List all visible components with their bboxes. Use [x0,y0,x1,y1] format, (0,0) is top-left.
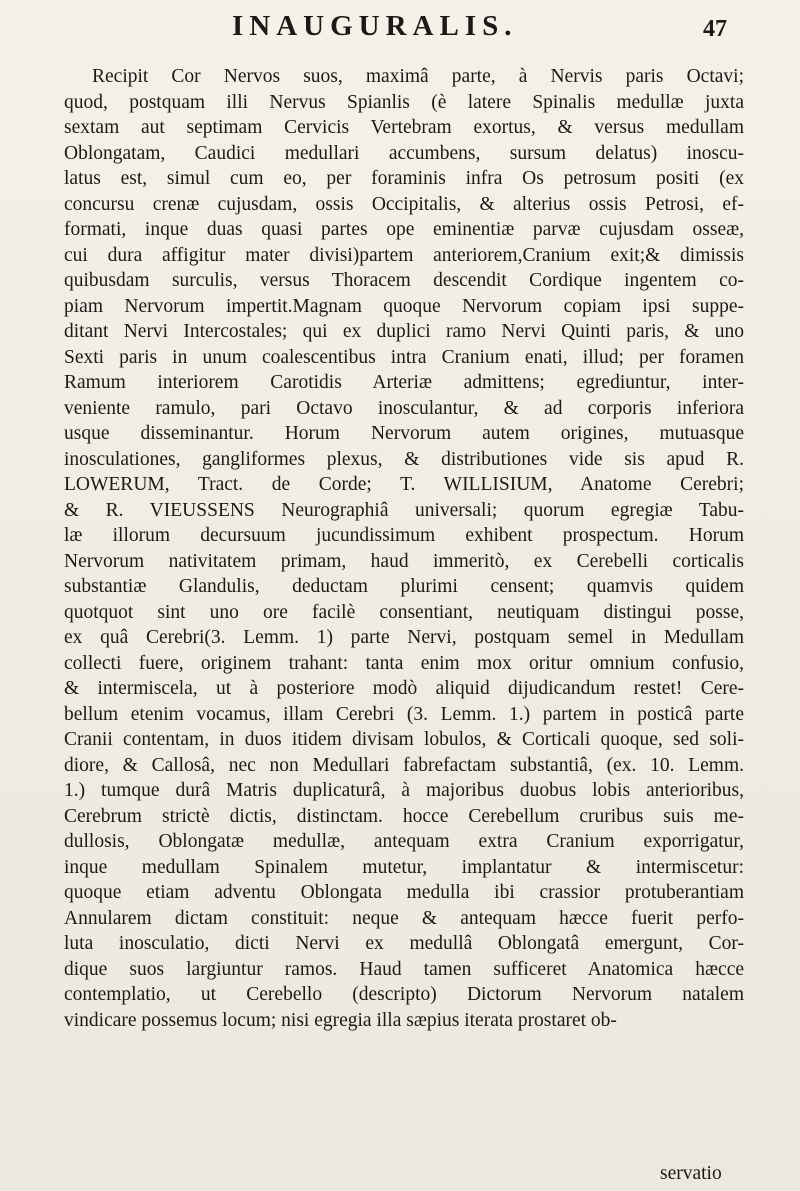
text-line: vindicare possemus locum; nisi egregia illa sæpius iterata prostaret ob- [64,1009,617,1031]
text-line: diore, & Callosâ, nec non Medullari fabrefactam substantiâ, (ex. 10. Lemm. [64,754,744,776]
text-line: quod, postquam illi Nervus Spianlis (è latere Spinalis medullæ juxta [64,91,744,113]
text-line: contemplatio, ut Cerebello (descripto) Dictorum Nervorum natalem [64,984,744,1005]
text-line: veniente ramulo, pari Octavo inosculantur, & ad corporis inferiora [64,397,744,419]
text-line: & intermiscela, ut à posteriore modò aliquid dijudicandum restet! Cere- [64,678,744,699]
text-line: inosculationes, gangliformes plexus, & distributiones vide sis apud R. [64,448,744,470]
text-line: Oblongatam, Caudici medullari accumbens, sursum delatus) inoscu- [64,142,744,164]
text-line: bellum etenim vocamus, illam Cerebri (3. Lemm. 1.) partem in posticâ parte [64,703,744,725]
text-line: 1.) tumque durâ Matris duplicaturâ, à majoribus duobus lobis anterioribus, [64,780,744,801]
catchword: servatio [660,1163,722,1184]
text-line: quibusdam surculis, versus Thoracem descendit Cordique ingentem co- [64,270,744,291]
text-line: dique suos largiuntur ramos. Haud tamen sufficeret Anatomica hæcce [64,958,744,980]
text-line: dullosis, Oblongatæ medullæ, antequam extra Cranium exporrigatur, [64,831,744,852]
text-line: piam Nervorum impertit.Magnam quoque Nervorum copiam ipsi suppe- [64,295,744,317]
text-line: Cranii contentam, in duos itidem divisam lobulos, & Corticali quoque, sed soli- [64,729,744,750]
text-line: Nervorum nativitatem primam, haud immeritò, ex Cerebelli corticalis [64,550,744,572]
text-line: concursu crenæ cujusdam, ossis Occipitalis, & alterius ossis Petrosi, ef- [64,193,744,215]
text-line: formati, inque duas quasi partes ope eminentiæ parvæ cujusdam osseæ, [64,219,744,240]
text-line: quoque etiam adventu Oblongata medulla ibi crassior protuberantiam [64,882,744,903]
text-line: usque disseminantur. Horum Nervorum autem origines, mutuasque [64,423,744,444]
text-line: substantiæ Glandulis, deductam plurimi censent; quamvis quidem [64,576,744,597]
text-line: collecti fuere, originem trahant: tanta enim mox oritur omnium confusio, [64,652,744,674]
text-line: & R. VIEUSSENS Neurographiâ universali; quorum egregiæ Tabu- [64,499,744,521]
text-line: ex quâ Cerebri(3. Lemm. 1) parte Nervi, postquam semel in Medullam [64,627,744,648]
page-number: 47 [703,16,727,42]
text-line: Recipit Cor Nervos suos, maximâ parte, à Nervis paris Octavi; [92,66,744,87]
text-line: læ illorum decursuum jucundissimum exhibent prospectum. Horum [64,525,744,546]
text-line: luta inosculatio, dicti Nervi ex medullâ Oblongatâ emergunt, Cor- [64,933,744,954]
text-line: Annularem dictam constituit: neque & antequam hæcce fuerit perfo- [64,907,744,929]
text-line: LOWERUM, Tract. de Corde; T. WILLISIUM, Anatome Cerebri; [64,474,744,495]
text-line: Ramum interiorem Carotidis Arteriæ admittens; egrediuntur, inter- [64,372,744,393]
text-line: inque medullam Spinalem mutetur, implantatur & intermiscetur: [64,856,744,878]
text-line: cui dura affigitur mater divisi)partem anteriorem,Cranium exit;& dimissis [64,244,744,266]
text-line: Sexti paris in unum coalescentibus intra Cranium enati, illud; per foramen [64,346,744,368]
running-title: INAUGURALIS. [232,10,518,42]
text-line: quotquot sint uno ore facilè consentiant, neutiquam distingui posse, [64,601,744,623]
page-header [0,10,800,50]
text-line: sextam aut septimam Cervicis Vertebram exortus, & versus medullam [64,117,744,138]
text-line: latus est, simul cum eo, per foraminis infra Os petrosum positi (ex [64,168,744,189]
body-text [64,64,744,1033]
text-line: ditant Nervi Intercostales; qui ex duplici ramo Nervi Quinti paris, & uno [64,321,744,342]
text-line: Cerebrum strictè dictis, distinctam. hocce Cerebellum cruribus suis me- [64,805,744,827]
